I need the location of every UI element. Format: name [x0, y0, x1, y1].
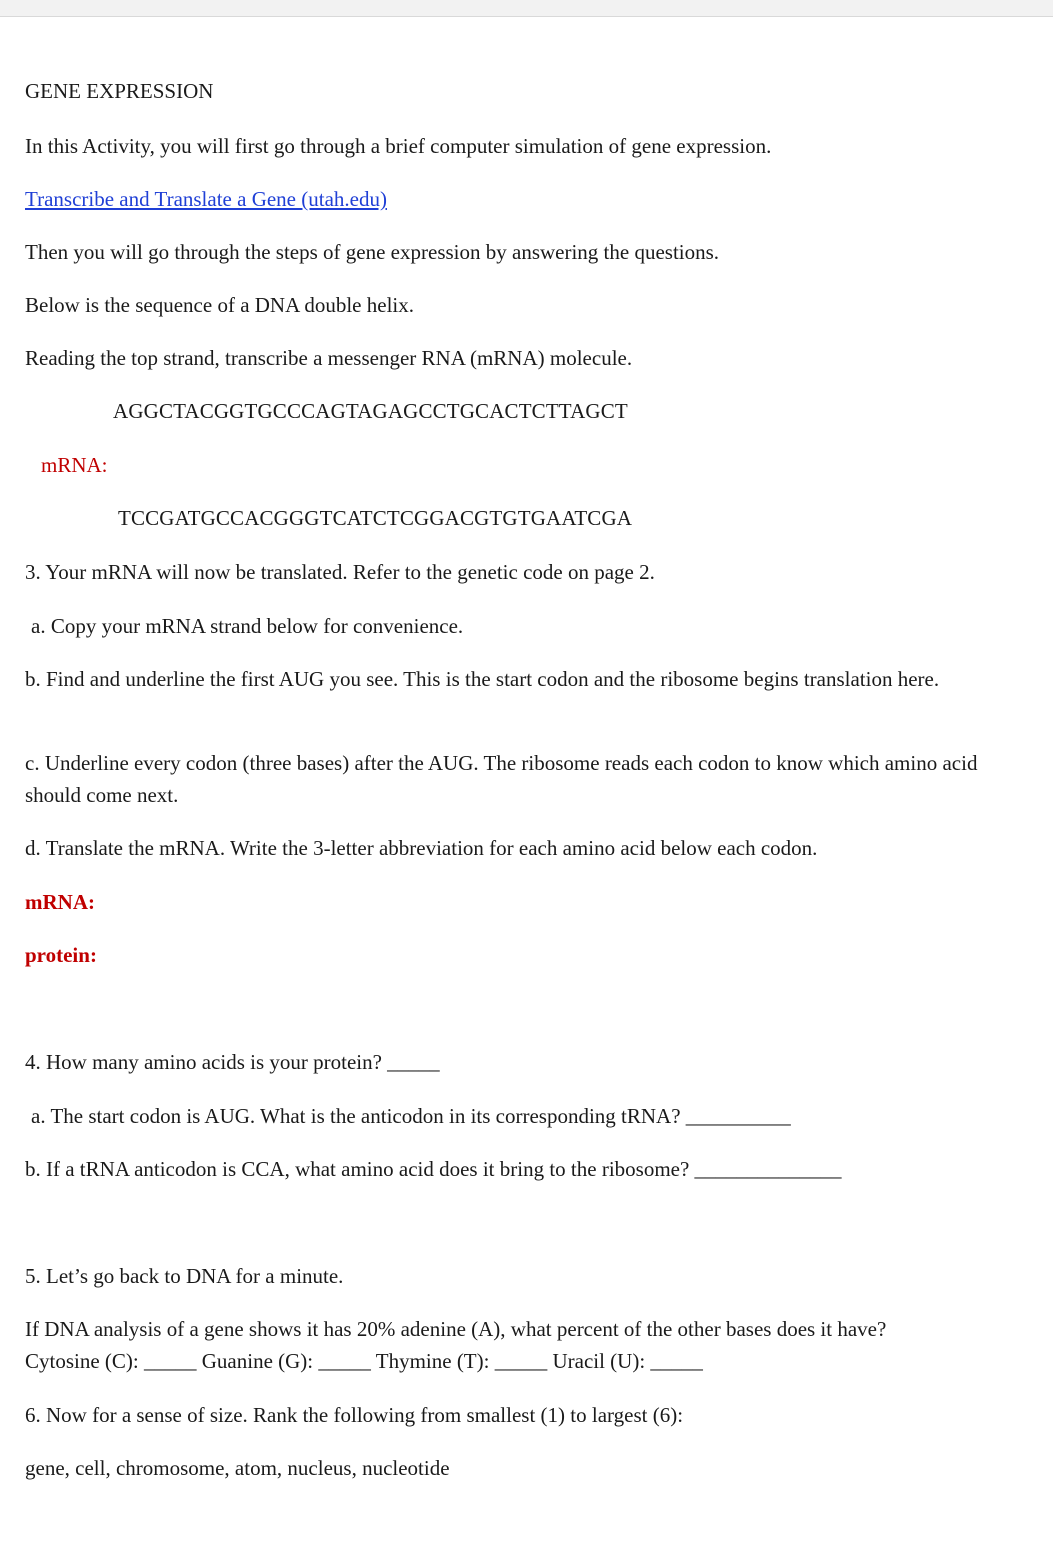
- question-6: 6. Now for a sense of size. Rank the following from smallest (1) to largest (6):: [25, 1403, 684, 1427]
- question-4b: b. If a tRNA anticodon is CCA, what amino acid does it bring to the ribosome? ______________: [25, 1157, 842, 1181]
- page-title: GENE EXPRESSION: [25, 79, 214, 103]
- dna-intro-text: Below is the sequence of a DNA double helix.: [25, 293, 414, 317]
- question-5-text: If DNA analysis of a gene shows it has 20% adenine (A), what percent of the other bases does it have?: [25, 1317, 887, 1341]
- simulation-link[interactable]: Transcribe and Translate a Gene (utah.edu): [25, 187, 387, 211]
- question-5-bases: Cytosine (C): _____ Guanine (G): _____ Thymine (T): _____ Uracil (U): _____: [25, 1349, 703, 1373]
- question-3d: d. Translate the mRNA. Write the 3-letter abbreviation for each amino acid below each codon.: [25, 836, 818, 860]
- question-3: 3. Your mRNA will now be translated. Refer to the genetic code on page 2.: [25, 560, 655, 584]
- question-5: 5. Let’s go back to DNA for a minute.: [25, 1264, 344, 1288]
- top-bar: [0, 0, 1053, 17]
- question-4: 4. How many amino acids is your protein? _____: [25, 1050, 440, 1074]
- transcribe-instruction: Reading the top strand, transcribe a messenger RNA (mRNA) molecule.: [25, 346, 633, 370]
- question-4a: a. The start codon is AUG. What is the anticodon in its corresponding tRNA? __________: [31, 1104, 791, 1128]
- then-text: Then you will go through the steps of gene expression by answering the questions.: [25, 240, 720, 264]
- question-3c: c. Underline every codon (three bases) after the AUG. The ribosome reads each codon to know which amino acid should come next.: [25, 751, 978, 807]
- question-3a: a. Copy your mRNA strand below for convenience.: [31, 614, 464, 638]
- question-3b: b. Find and underline the first AUG you see. This is the start codon and the ribosome begins translation here.: [25, 667, 940, 691]
- dna-bottom-strand: TCCGATGCCACGGGTCATCTCGGACGTGTGAATCGA: [118, 506, 633, 530]
- mrna-label-2: mRNA:: [25, 890, 95, 914]
- mrna-label-1: mRNA:: [41, 453, 108, 477]
- protein-label: protein:: [25, 943, 97, 967]
- question-6-items: gene, cell, chromosome, atom, nucleus, nucleotide: [25, 1456, 450, 1480]
- intro-text: In this Activity, you will first go through a brief computer simulation of gene expression.: [25, 134, 772, 158]
- dna-top-strand: AGGCTACGGTGCCCAGTAGAGCCTGCACTCTTAGCT: [113, 399, 628, 423]
